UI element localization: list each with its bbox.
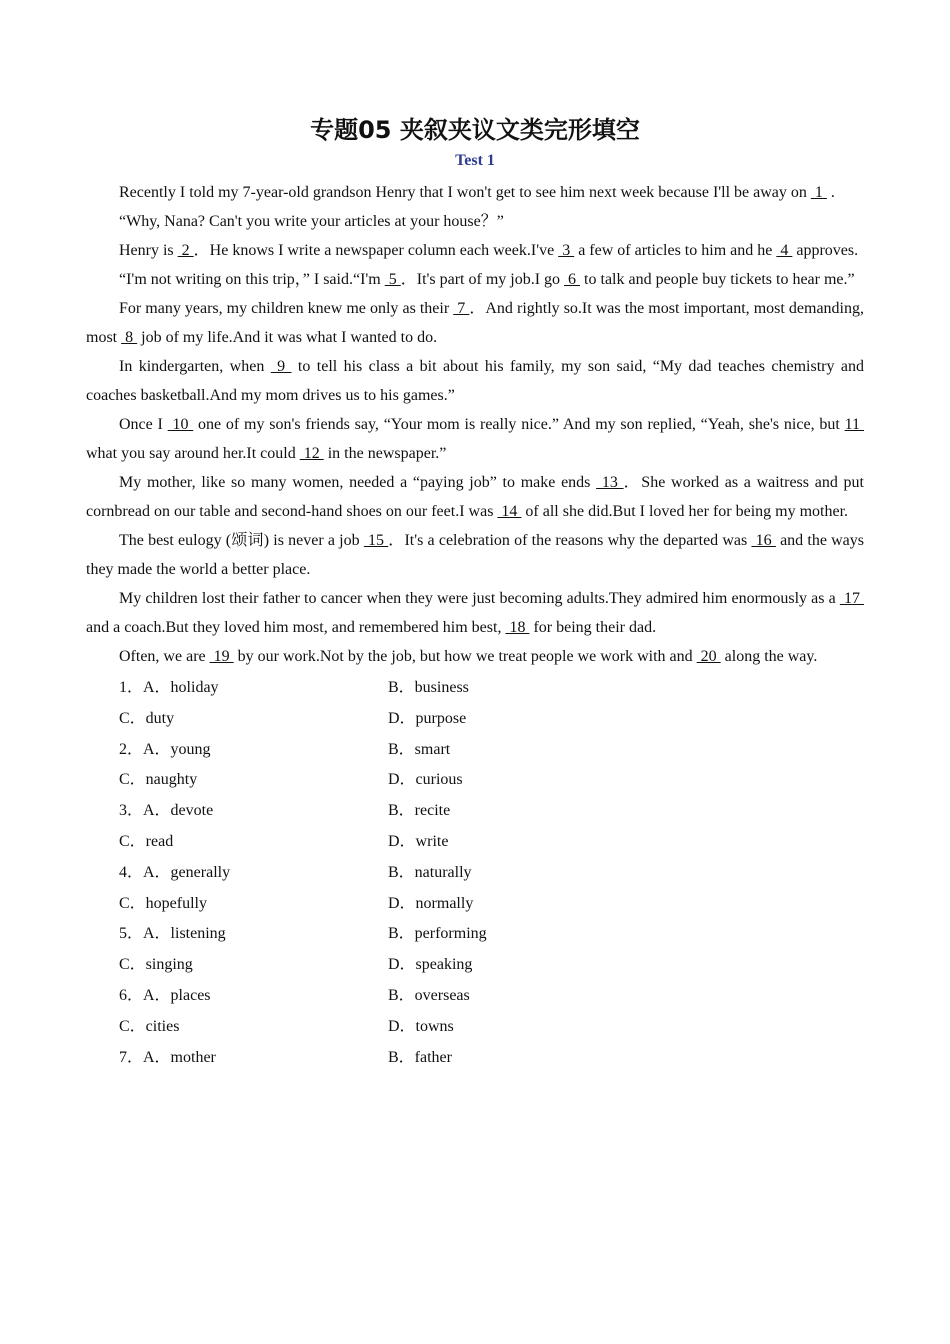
paragraph-text: by our work.Not by the job, but how we treat people we work with and (233, 648, 697, 665)
option-left: C．naughty (119, 771, 198, 789)
paragraph-text: “Why, Nana? Can't you write your articles at your house？” (119, 213, 504, 230)
passage-paragraph (86, 526, 864, 584)
paragraph-text: Henry is (119, 242, 178, 259)
option-right: B．father (388, 1048, 452, 1066)
paragraph-text: My mother, like so many women, needed a “paying job” to make ends (119, 474, 597, 491)
option-row (86, 919, 864, 950)
answer-blank: 12 (299, 445, 324, 462)
paragraph-text: In kindergarten, when (119, 358, 271, 375)
answer-blank: 19 (209, 648, 234, 665)
answer-blank: 10 (167, 416, 194, 433)
option-left: C．duty (119, 709, 175, 727)
option-row (86, 1012, 864, 1043)
answer-blank: 4 (776, 242, 793, 259)
option-left: 6．A．places (119, 986, 211, 1004)
option-row (86, 981, 864, 1012)
answer-blank: 20 (696, 648, 721, 665)
passage-paragraph (86, 207, 864, 236)
option-row (86, 827, 864, 858)
option-left: 4．A．generally (119, 863, 231, 881)
option-left: 3．A．devote (119, 802, 214, 820)
paragraph-text: “I'm not writing on this trip，” I said.“I'm (119, 271, 385, 288)
paragraph-text: to talk and people buy tickets to hear me.” (580, 271, 855, 288)
page-title: 专题05 夹叙夹议文类完形填空 (310, 116, 640, 144)
paragraph-text: and a coach.But they loved him most, and remembered him best, (86, 619, 506, 636)
answer-blank: 8 (121, 329, 138, 346)
paragraph-text: ．He knows I write a newspaper column each week.I've (193, 242, 559, 259)
paragraph-text: approves. (792, 242, 859, 259)
option-row (86, 1043, 864, 1074)
paragraph-text: in the newspaper.” (323, 445, 447, 462)
answer-blank: 15 (363, 532, 389, 549)
answer-blank: 18 (505, 619, 530, 636)
paragraph-text: what you say around her.It could (86, 445, 300, 462)
option-row (86, 673, 864, 704)
option-row (86, 704, 864, 735)
option-row (86, 796, 864, 827)
answer-blank: 14 (497, 503, 522, 520)
answer-blank: 11 (844, 416, 864, 433)
option-left: 1．A．holiday (119, 679, 219, 696)
option-right: B．overseas (388, 986, 470, 1004)
paragraph-text: ．She worked as a waitress and put cornbread on our table and second-hand shoes on our feet.I was (86, 474, 864, 520)
answer-blank: 2 (177, 242, 194, 259)
passage-paragraph (86, 265, 864, 294)
option-right: B．naturally (388, 863, 472, 881)
paragraph-text: . (826, 184, 835, 201)
passage (86, 178, 864, 671)
option-left: 7．A．mother (119, 1048, 216, 1066)
paragraph-text: along the way. (720, 648, 818, 665)
option-right: B．smart (388, 740, 451, 758)
paragraph-text: Recently I told my 7-year-old grandson Henry that I won't get to see him next week because I'll be away on (119, 184, 811, 201)
paragraph-text: Once I (119, 416, 168, 433)
paragraph-text: For many years, my children knew me only as their (119, 300, 454, 317)
paragraph-text: The best eulogy (颂词) is never a job (119, 532, 364, 549)
answer-blank: 17 (839, 590, 865, 607)
option-row (86, 858, 864, 889)
paragraph-text: job of my life.And it was what I wanted to do. (137, 329, 438, 346)
paragraph-text: ．It's a celebration of the reasons why the departed was (388, 532, 752, 549)
option-left: C．read (119, 832, 174, 850)
answer-blank: 13 (596, 474, 624, 491)
paragraph-text: My children lost their father to cancer when they were just becoming adults.They admired him enormously as a (119, 590, 840, 607)
option-right: D．purpose (388, 709, 467, 727)
test-subtitle: Test 1 (455, 152, 495, 169)
paragraph-text: ．It's part of my job.I go (400, 271, 565, 288)
document-page (86, 110, 864, 1073)
paragraph-text: Often, we are (119, 648, 210, 665)
paragraph-text: and the ways they made the world a better place. (86, 532, 865, 578)
passage-paragraph (86, 410, 864, 468)
option-right: D．speaking (388, 956, 473, 974)
options-list (86, 673, 864, 1073)
option-right: D．curious (388, 771, 463, 789)
passage-paragraph (86, 178, 864, 207)
option-left: C．singing (119, 956, 193, 974)
paragraph-text: ．And rightly so.It was the most important, most demanding, most (86, 300, 864, 346)
paragraph-text: of all she did.But I loved her for being my mother. (521, 503, 849, 520)
paragraph-text: for being their dad. (529, 619, 657, 636)
option-row (86, 889, 864, 920)
option-right: B．performing (388, 925, 487, 943)
paragraph-text: to tell his class a bit about his family, my son said, “My dad teaches chemistry and coaches basketball.And my mom drives us to his games.” (86, 358, 864, 404)
answer-blank: 5 (384, 271, 401, 288)
paragraph-text: a few of articles to him and he (574, 242, 777, 259)
passage-paragraph (86, 642, 864, 671)
option-row (86, 765, 864, 796)
option-left: C．hopefully (119, 894, 207, 912)
option-right: D．towns (388, 1017, 454, 1035)
option-left: 2．A．young (119, 740, 211, 758)
answer-blank: 3 (558, 242, 575, 259)
paragraph-text: one of my son's friends say, “Your mom is really nice.” And my son replied, “Yeah, she's nice, but (193, 416, 845, 433)
answer-blank: 1 (810, 184, 827, 201)
option-row (86, 950, 864, 981)
passage-paragraph (86, 236, 864, 265)
answer-blank: 9 (270, 358, 292, 375)
option-right: D．normally (388, 894, 474, 912)
passage-paragraph (86, 352, 864, 410)
answer-blank: 16 (751, 532, 776, 549)
option-right: B．business (388, 679, 469, 696)
answer-blank: 6 (564, 271, 581, 288)
passage-paragraph (86, 584, 864, 642)
option-left: 5．A．listening (119, 925, 226, 943)
option-right: B．recite (388, 802, 451, 820)
option-left: C．cities (119, 1017, 180, 1035)
passage-paragraph (86, 468, 864, 526)
option-right: D．write (388, 832, 449, 850)
option-row (86, 735, 864, 766)
answer-blank: 7 (453, 300, 470, 317)
passage-paragraph (86, 294, 864, 352)
